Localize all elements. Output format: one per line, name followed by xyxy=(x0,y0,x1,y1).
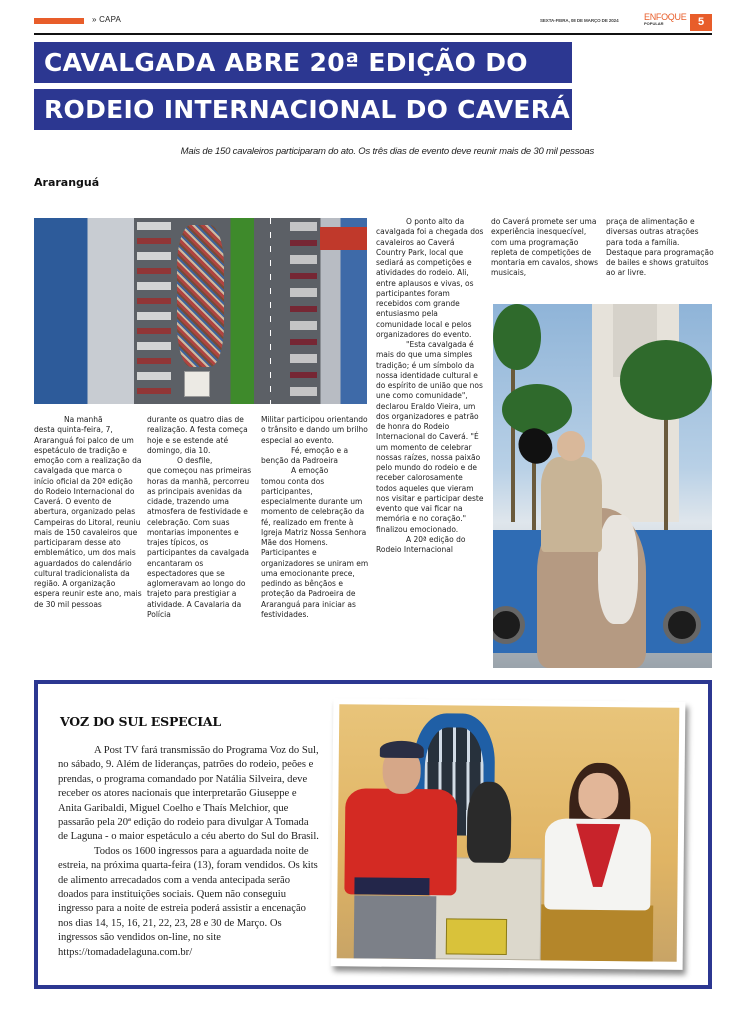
lead-truck xyxy=(184,371,211,397)
photo-rider-horse xyxy=(493,304,712,668)
actress-skirt xyxy=(541,904,654,961)
article-column-1 xyxy=(34,415,142,610)
issue-date: SEXTA-FEIRA, 08 DE MARÇO DE 2024 xyxy=(540,18,619,23)
brand-sub: POPULAR xyxy=(644,21,664,26)
palm-leaves xyxy=(493,304,541,370)
actor-cap xyxy=(380,740,424,758)
paragraph: Militar participou orientando o trânsito e dando um brilho especial ao evento. xyxy=(261,415,368,445)
lane-markings xyxy=(270,218,271,404)
article-column-3 xyxy=(261,415,369,620)
article-column-4 xyxy=(376,217,484,555)
paragraph: desta quinta-feira, 7, Araranguá foi palco de um espetáculo de tradição e emoção com a realização da cavalgada que marca o início oficial da 20ª edição do Rodeio Internacional do Caverá. O evento de abertura, organizado pelas Campeiras do Litoral, reuniu mais de 150 cavaleiros que participaram desse ato emblemático, um dos mais aguardados do calendário cultural tradicionalista da região. A organização espera reunir este ano, mais de 30 mil pessoas xyxy=(34,425,142,609)
actress-head xyxy=(578,773,619,819)
parked-cars-right xyxy=(290,222,317,401)
paragraph: Todos os 1600 ingressos para a aguardada noite de estreia, na próxima quarta-feira (13), foram vendidos. Os kits de alimento arrecadados com a venda antecipada serão doados para instituições sociais. Quem não conseguiu ingresso para a noite de estreia poderá assistir a encenação nos dias 14, 15, 16, 21, 22, 23, 28 e 30 de Março. Os ingressos são vendidos on-line, no site https://tomadadelaguna.com.br/ xyxy=(58,845,318,958)
article-column-6 xyxy=(606,217,714,279)
photo-actors-polaroid xyxy=(331,698,686,970)
section-label: » CAPA xyxy=(92,15,122,24)
special-section-text xyxy=(58,744,320,960)
headline-line-1: CAVALGADA ABRE 20ª EDIÇÃO DO xyxy=(34,42,572,83)
cavalcade-crowd xyxy=(177,225,224,366)
paragraph-lead: A emoção xyxy=(291,466,329,476)
header-accent-bar xyxy=(34,18,84,24)
brand-logo xyxy=(644,13,686,26)
horse-head xyxy=(598,515,637,624)
paragraph: durante os quatro dias de realização. A festa começa hoje e se estende até domingo, dia 10. xyxy=(147,415,248,455)
dateline: Araranguá xyxy=(34,176,100,189)
actor-trousers xyxy=(354,895,436,959)
actor-sash xyxy=(354,877,429,896)
paragraph: praça de alimentação e diversas outras atrações para toda a família. Destaque para programação de bailes e shows gratuitos ao ar livre. xyxy=(606,217,714,278)
page-number: 5 xyxy=(690,14,712,31)
storefront-red xyxy=(320,227,367,249)
paragraph-lead: O desfile, xyxy=(177,456,213,465)
article-column-5 xyxy=(491,217,599,279)
truck-wheel xyxy=(663,606,701,644)
rider-head xyxy=(557,431,585,460)
bronze-plaque xyxy=(446,919,508,955)
paragraph: O ponto alto da cavalgada foi a chegada dos cavaleiros ao Caverá Country Park, local que sediará as competições e atividades do rodeio. Ali, entre aplausos e vivas, os participantes foram recebidos com grande entusiasmo pela comunidade local e pelos organizadores do evento. xyxy=(376,217,484,339)
intertitle: benção da Padroeira xyxy=(261,456,338,465)
paragraph-lead: Na manhã xyxy=(64,415,103,424)
special-section-box xyxy=(34,680,712,989)
palm-leaves xyxy=(620,340,712,420)
photo-actors xyxy=(337,704,680,962)
quote-paragraph: "Esta cavalgada é mais do que uma simples tradição; é um símbolo da nossa identidade cultural e do espírito de união que nos une como comunidade", declarou Eraldo Vieira, um dos organizadores e patrão de honra do Rodeio Internacional do Caverá. "É um momento de celebrar nossas raízes, nossa paixão pelo mundo do rodeio e de receber calorosamente todos aqueles que vieram nos visitar e participar deste evento que vai ficar na memória e no coração." finalizou emocionado. xyxy=(376,340,484,534)
paragraph: que começou nas primeiras horas da manhã, percorreu as principais avenidas da cidade, trazendo uma atmosfera de festividade e celebração. Com suas montarias imponentes e trajes típicos, os participantes da cavalgada encantaram os espectadores que se aglomeravam ao longo do trajeto para prestigiar a atividade. A Cavalaria da Polícia xyxy=(147,466,252,619)
paragraph: do Caverá promete ser uma experiência inesquecível, com uma programação repleta de competições de montaria em cavalos, shows musicais, xyxy=(491,217,599,278)
photo-street-cavalcade xyxy=(34,218,367,404)
parked-cars-left xyxy=(137,222,170,401)
anita-bust-statue xyxy=(467,782,512,864)
brand-name: ENFOQUE xyxy=(644,12,687,22)
headline-line-2: RODEIO INTERNACIONAL DO CAVERÁ xyxy=(34,89,572,130)
subheadline: Mais de 150 cavaleiros participaram do ato. Os três dias de evento deve reunir mais de 30 mil pessoas xyxy=(180,146,594,157)
paragraph: A 20ª edição do Rodeio Internacional xyxy=(376,534,466,554)
paragraph: A Post TV fará transmissão do Programa Voz do Sul, no sábado, 9. Além de lideranças, patrões do rodeio, peões e prendas, o programa comandado por Natália Silveira, deve receber os atores nacionais que interpretarão Giuseppe e Anita Garibaldi, Miguel Coelho e Thaís Melchior, que passarão pela 20ª edição do rodeio para divulgar A Tomada de Laguna - o maior espetáculo a céu aberto do Sul do Brasil. xyxy=(58,745,319,843)
paragraph: tomou conta dos participantes, especialmente durante um momento de celebração da fé, realizado em frente à Igreja Matriz Nossa Senhora Mãe dos Homens. Participantes e organizadores se uniram em uma emocionante prece, pedindo as bênçãos e proteção da Padroeira de Araranguá para iniciar as festividades. xyxy=(261,476,369,619)
header-divider xyxy=(34,33,712,35)
rider xyxy=(541,457,602,552)
special-section-title: VOZ DO SUL ESPECIAL xyxy=(60,714,221,729)
intertitle: Fé, emoção e a xyxy=(291,445,349,455)
article-column-2 xyxy=(147,415,255,620)
